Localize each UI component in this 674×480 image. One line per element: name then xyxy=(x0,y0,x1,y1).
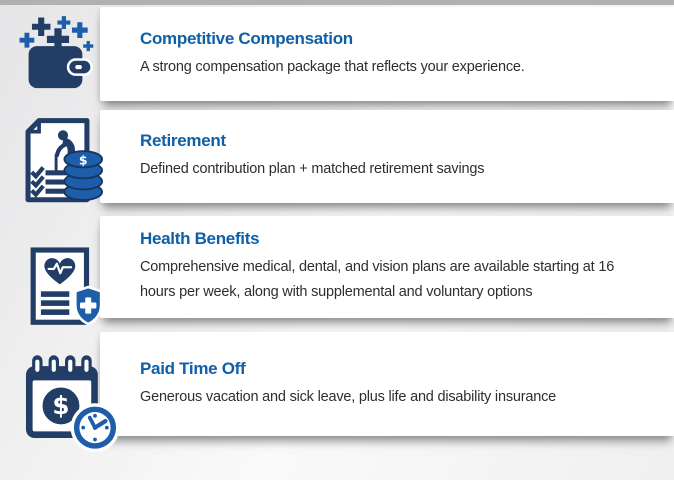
benefit-title: Competitive Compensation xyxy=(140,28,353,48)
svg-text:$: $ xyxy=(52,390,70,420)
benefit-description: A strong compensation package that reflects your experience. xyxy=(140,58,525,75)
svg-text:$: $ xyxy=(78,152,88,168)
benefit-card xyxy=(100,216,674,318)
benefit-title: Retirement xyxy=(140,131,226,151)
benefit-description: Generous vacation and sick leave, plus life and disability insurance xyxy=(140,388,557,405)
benefit-card xyxy=(100,110,674,203)
benefit-title: Paid Time Off xyxy=(140,358,246,378)
benefit-description: Comprehensive medical, dental, and vision plans are available starting at 16 hours per week, along with supplemental and voluntary options xyxy=(140,259,615,300)
benefit-description: Defined contribution plan + matched retirement savings xyxy=(140,161,485,178)
health-shield-icon xyxy=(20,244,110,330)
calendar-clock-icon xyxy=(18,352,120,456)
benefit-row-compensation xyxy=(0,7,674,101)
wallet-plus-icon xyxy=(16,14,100,100)
benefit-card xyxy=(100,332,674,436)
benefit-row-health xyxy=(0,216,674,318)
benefit-row-pto xyxy=(0,332,674,436)
top-divider-bar xyxy=(0,0,674,5)
retirement-savings-icon xyxy=(16,116,110,208)
benefit-title: Health Benefits xyxy=(140,229,260,249)
benefit-row-retirement xyxy=(0,110,674,203)
benefit-card xyxy=(100,7,674,101)
